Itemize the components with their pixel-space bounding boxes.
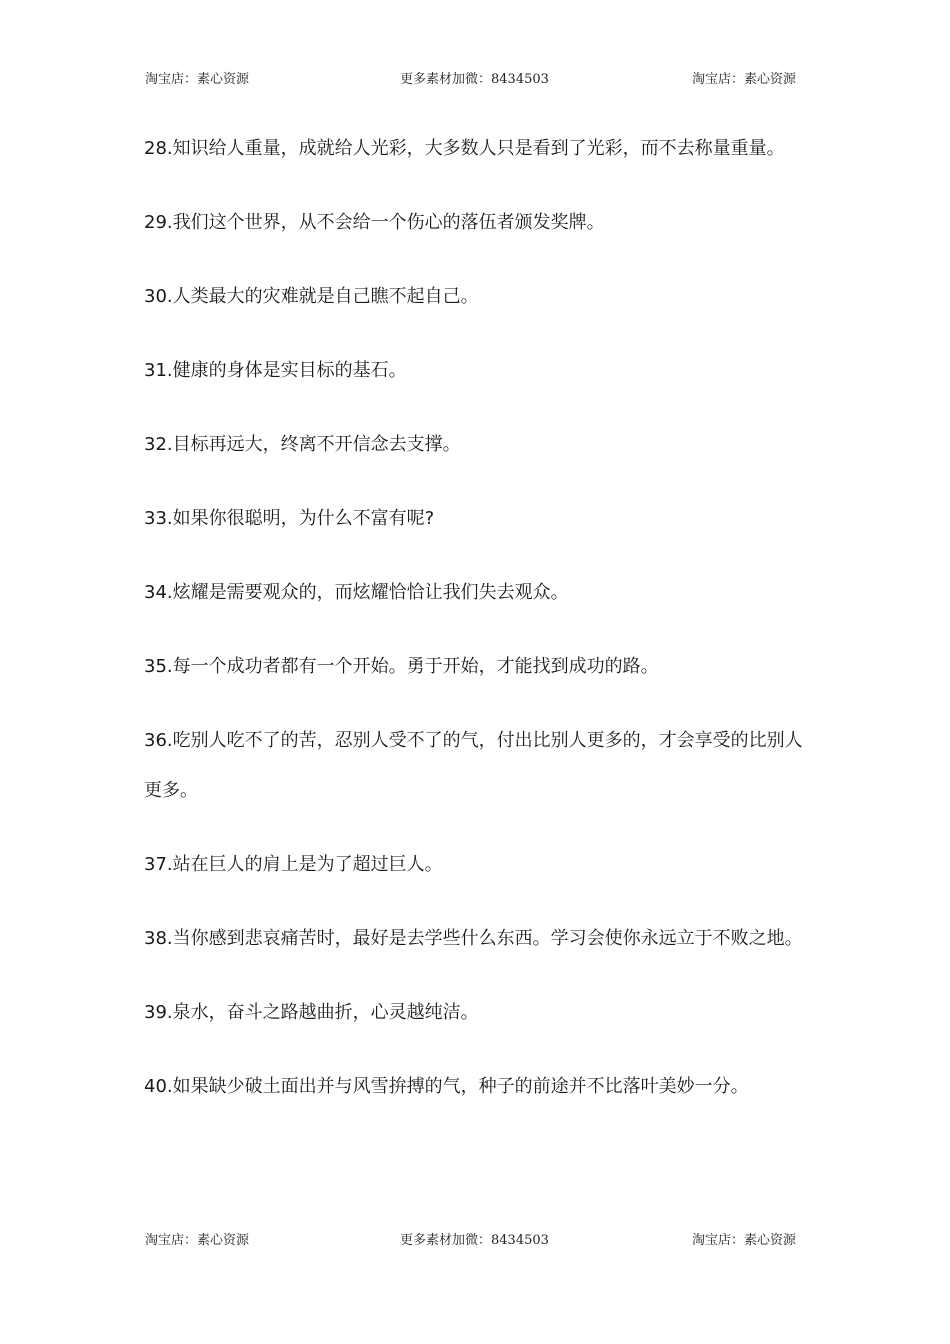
quote-item-28: 28.知识给人重量，成就给人光彩，大多数人只是看到了光彩，而不去称量重量。: [144, 138, 785, 159]
quote-item-33: 33.如果你很聪明，为什么不富有呢?: [144, 508, 435, 529]
header-center-text: 更多素材加微：8434503: [400, 72, 549, 87]
footer-left-text: 淘宝店：素心资源: [145, 1233, 250, 1248]
quote-item-32: 32.目标再远大，终离不开信念去支撑。: [144, 434, 461, 455]
quote-item-39: 39.泉水，奋斗之路越曲折，心灵越纯洁。: [144, 1002, 479, 1023]
quote-list: [144, 124, 814, 1136]
header-right-text: 淘宝店：素心资源: [692, 72, 797, 87]
page-header: [0, 68, 950, 90]
quote-item-30: 30.人类最大的灾难就是自己瞧不起自己。: [144, 286, 479, 307]
footer-center-text: 更多素材加微：8434503: [400, 1233, 549, 1248]
footer-right-text: 淘宝店：素心资源: [692, 1233, 797, 1248]
quote-item-31: 31.健康的身体是实目标的基石。: [144, 360, 407, 381]
quote-item-38: 38.当你感到悲哀痛苦时，最好是去学些什么东西。学习会使你永远立于不败之地。: [144, 928, 803, 949]
quote-item-34: 34.炫耀是需要观众的，而炫耀恰恰让我们失去观众。: [144, 582, 569, 603]
page-footer: [0, 1229, 950, 1251]
quote-item-36: 36.吃别人吃不了的苦，忍别人受不了的气，付出比别人更多的，才会享受的比别人更多。: [144, 730, 803, 801]
quote-item-40: 40.如果缺少破土面出并与风雪拚搏的气，种子的前途并不比落叶美妙一分。: [144, 1076, 749, 1097]
header-left-text: 淘宝店：素心资源: [145, 72, 250, 87]
quote-item-35: 35.每一个成功者都有一个开始。勇于开始，才能找到成功的路。: [144, 656, 659, 677]
quote-item-37: 37.站在巨人的肩上是为了超过巨人。: [144, 854, 443, 875]
quote-item-29: 29.我们这个世界，从不会给一个伤心的落伍者颁发奖牌。: [144, 212, 605, 233]
